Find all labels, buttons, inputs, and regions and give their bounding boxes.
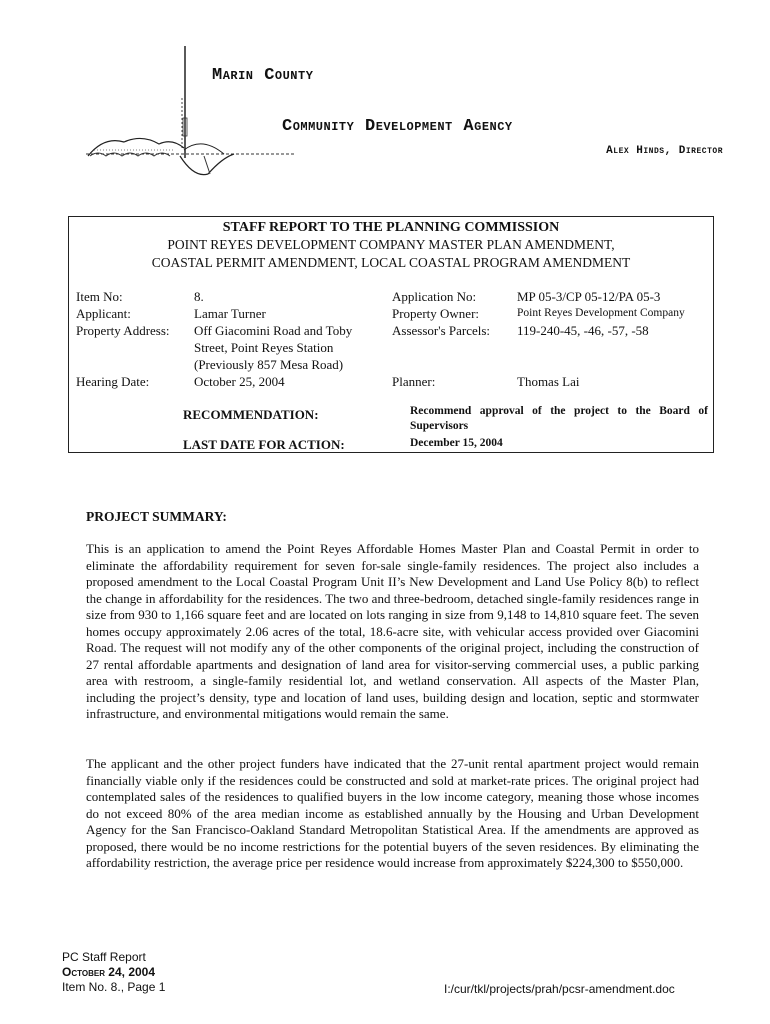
applicant-value: Lamar Turner [194,306,266,321]
marin-civic-center-logo-icon [84,38,306,180]
property-owner-label: Property Owner: [392,306,480,321]
summary-paragraph-1: This is an application to amend the Point Reyes Affordable Homes Master Plan and Coastal Permit in order to eliminate the affordability requirement for seven for-sale single-family residences. The project also includes a proposed amendment to the Local Coastal Program Unit II’s New Development and Land Use Policy 8(b) to reflect the change in affordability for the residences. The two and three-bedroom, detached single-family residences range in size from 930 to 1,166 square feet and are located on lots ranging in size from 9,148 to 14,810 square feet. The seven homes occupy approximately 2.06 acres of the total, 18.6-acre site, with vehicular access provided over Giacomini Road. The request will not modify any of the other components of the original project, including the construction of 27 rental affordable apartments and designation of land area for visitor-serving commercial uses, a public parking area with restroom, a single-family residential lot, and wetland conservation. All aspects of the Master Plan, including the project’s density, type and location of land uses, building design and location, septic and stormwater infrastructure, and environmental mitigations would remain the same. [86,541,699,721]
report-title: STAFF REPORT TO THE PLANNING COMMISSION [222,220,560,235]
footer-page-number: Item No. 8., Page 1 [62,980,166,994]
planner-label: Planner: [392,374,436,389]
property-address-line2: Street, Point Reyes Station [194,340,334,355]
applicant-label: Applicant: [76,306,131,321]
hearing-date-value: October 25, 2004 [194,374,285,389]
planner-value: Thomas Lai [517,374,580,389]
property-address-line3: (Previously 857 Mesa Road) [194,357,344,372]
last-date-value: December 15, 2004 [410,437,503,449]
summary-paragraph-2: The applicant and the other project funders have indicated that the 27-unit rental apartment project would remain financially viable only if the residences could be constructed and sold at market-rate prices. The original project had contemplated sales of the residences to qualified buyers in the low income category, meaning those whose incomes do not exceed 80% of the area median income as established annually by the Housing and Urban Development Agency for the San Francisco-Oakland Standard Metropolitan Statistical Area. If the amendments are approved as proposed, there would be no income restrictions for the potential buyers of the seven residences. By eliminating the affordability restriction, the average price per residence would increase from approximately $224,300 to $550,000. [86,756,699,870]
hearing-date-label: Hearing Date: [76,374,150,389]
item-no-value: 8. [194,289,204,304]
assessors-parcels-label: Assessor's Parcels: [392,323,491,338]
application-no-label: Application No: [392,289,477,304]
director-name: Alex Hinds, Director [606,145,723,157]
last-date-label: LAST DATE FOR ACTION: [183,437,345,452]
report-subtitle-1: POINT REYES DEVELOPMENT COMPANY MASTER PLAN AMENDMENT, [167,237,615,252]
property-address-label: Property Address: [76,323,170,338]
agency-name-line1: Marin County [212,66,314,85]
recommendation-value: Recommend approval of the project to the Board of Supervisors [410,405,708,432]
project-summary-heading: PROJECT SUMMARY: [86,509,227,524]
application-no-value: MP 05-3/CP 05-12/PA 05-3 [517,289,661,304]
property-owner-value: Point Reyes Development Company [517,307,685,319]
property-address-line1: Off Giacomini Road and Toby [194,323,353,338]
staff-report-box [68,216,714,453]
report-subtitle-2: COASTAL PERMIT AMENDMENT, LOCAL COASTAL PROGRAM AMENDMENT [151,255,631,270]
footer-file-path: I:/cur/tkl/projects/prah/pcsr-amendment.doc [444,982,675,996]
recommendation-label: RECOMMENDATION: [183,407,319,422]
footer-report-name: PC Staff Report [62,950,146,964]
footer-left [62,950,165,995]
assessors-parcels-value: 119-240-45, -46, -57, -58 [517,323,649,338]
footer-date: October 24, 2004 [62,965,156,979]
agency-name-line2: Community Development Agency [282,117,513,136]
item-no-label: Item No: [76,289,123,304]
